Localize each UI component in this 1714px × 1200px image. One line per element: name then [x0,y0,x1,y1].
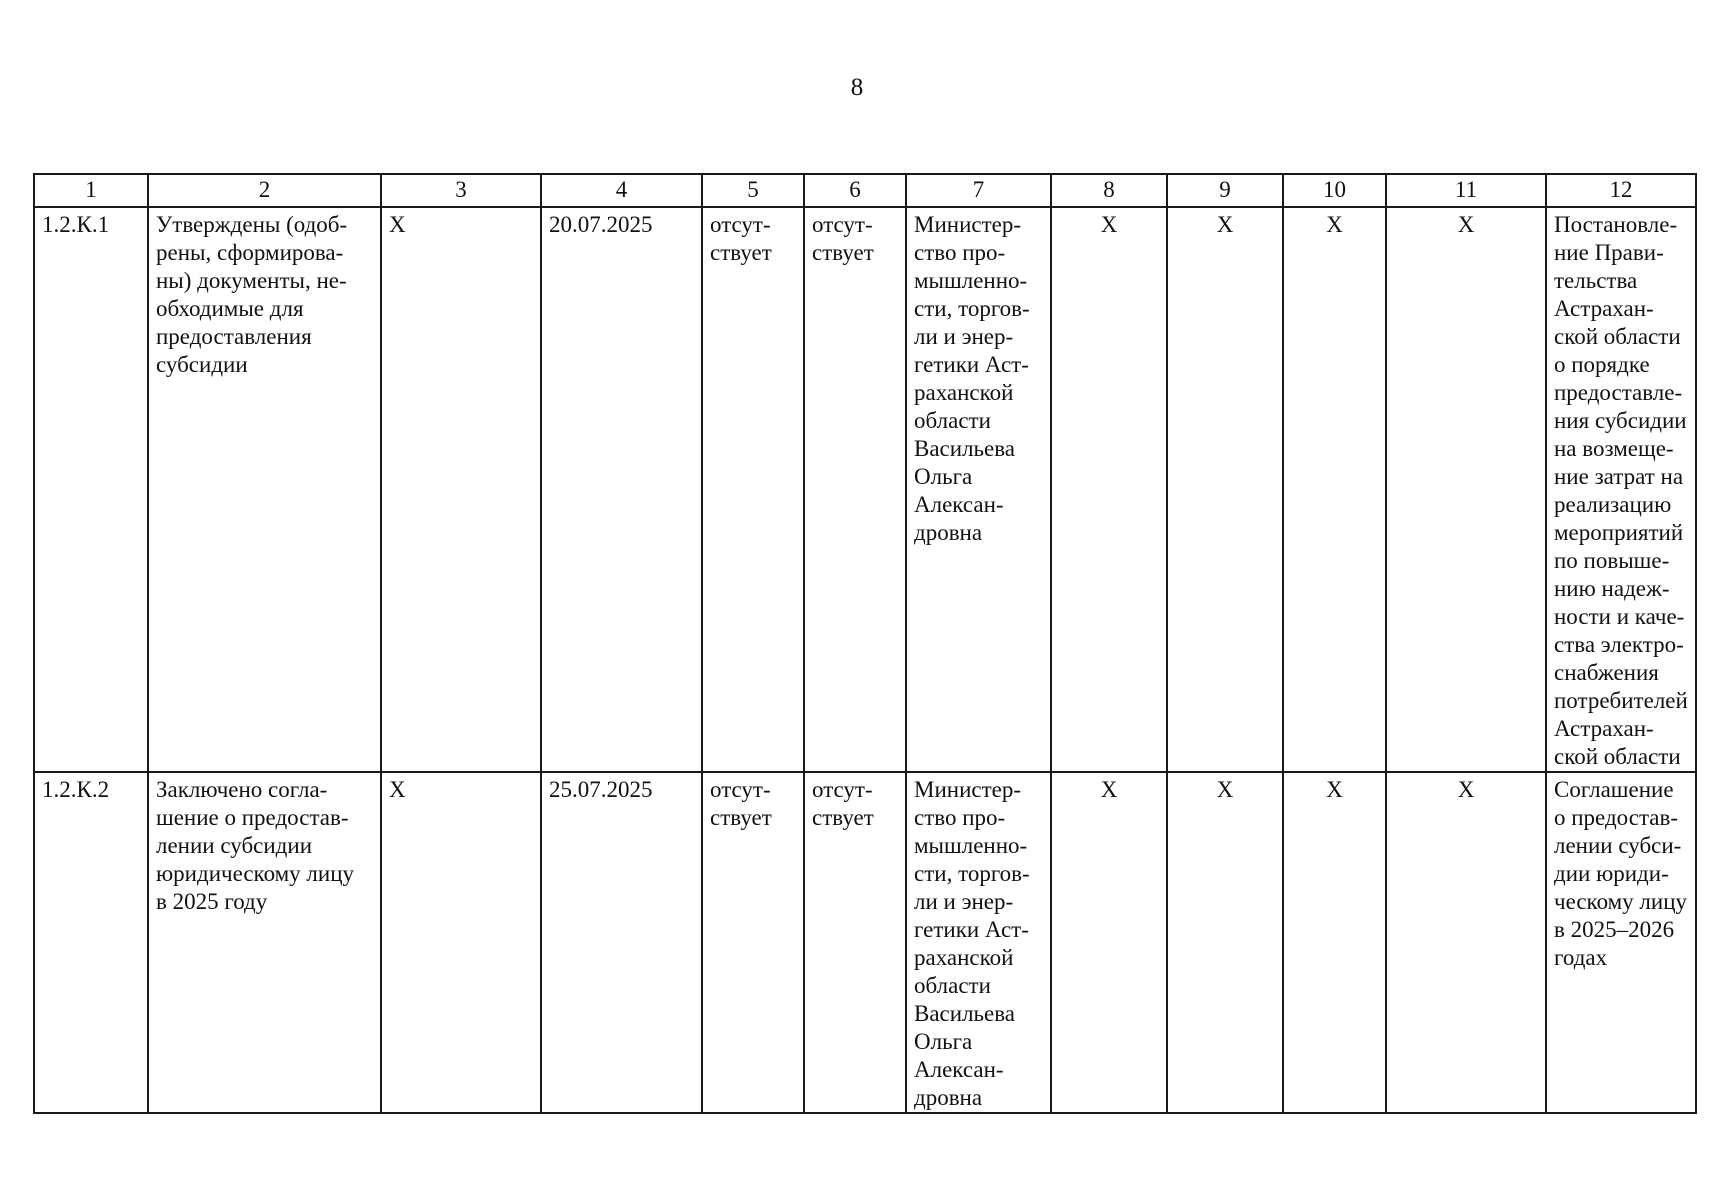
cell-text-line: предоставления [156,324,312,349]
cell-text-line: гетики Аст- [914,352,1029,377]
col11-cell: Х [1386,207,1546,772]
cell-text-line: ской области [1554,324,1681,349]
responsible-cell [906,207,1051,772]
cell-text-line: отсут- [812,777,873,802]
header-cell: 6 [804,174,906,207]
cell-text-line: Астрахан- [1554,296,1654,321]
col11-cell: Х [1386,772,1546,1113]
header-cell: 9 [1167,174,1283,207]
cell-text-line: субсидии [156,352,248,377]
cell-text-line: в 2025–2026 [1554,917,1675,942]
header-cell: 10 [1283,174,1386,207]
col8-cell: Х [1051,772,1167,1113]
cell-text-line: ческому лицу [1554,889,1688,914]
header-cell: 7 [906,174,1051,207]
events-table [33,173,1697,1114]
cell-text-line: шение о предостав- [156,805,349,830]
cell-text-line: мышленно- [914,268,1028,293]
document-cell [1546,207,1696,772]
cell-text-line: ствует [812,240,874,265]
description-cell [148,772,381,1113]
cell-text-line: рены, сформирова- [156,240,344,265]
date-cell: 25.07.2025 [541,772,702,1113]
cell-text-line: тельства [1554,268,1638,293]
header-cell: 1 [34,174,148,207]
header-cell: 11 [1386,174,1546,207]
cell-text-line: гетики Аст- [914,917,1029,942]
cell-text-line: ствует [812,805,874,830]
cell-text-line: реализацию [1554,492,1672,517]
cell-text-line: ние затрат на [1554,464,1684,489]
cell-text-line: ние Прави- [1554,240,1664,265]
responsible-cell [906,772,1051,1113]
col9-cell: Х [1167,772,1283,1113]
cell-text-line: нию надеж- [1554,576,1670,601]
cell-text-line: юридическому лицу [156,861,355,886]
cell-text-line: потребителей [1554,688,1688,713]
header-cell: 4 [541,174,702,207]
cell-text-line: ния субсидии [1554,408,1687,433]
cell-text-line: Соглашение [1554,777,1674,802]
col10-cell: Х [1283,772,1386,1113]
cell-text-line: области [914,973,991,998]
cell-text-line: дровна [914,1085,983,1110]
cell-text-line: дии юриди- [1554,861,1669,886]
cell-text-line: области [914,408,991,433]
cell-text-line: лении субси- [1554,833,1682,858]
cell-text-line: мероприятий [1554,520,1684,545]
cell-text-line: ли и энер- [914,324,1014,349]
cell-text-line: раханской [914,945,1014,970]
header-cell: 5 [702,174,804,207]
cell-text-line: Постановле- [1554,212,1678,237]
cell-text-line: отсут- [812,212,873,237]
description-cell [148,207,381,772]
table-row [34,772,1696,1113]
cell-text-line: ство про- [914,805,1006,830]
cell-text-line: о предостав- [1554,805,1679,830]
cell-text-line: Васильева [914,1001,1016,1026]
header-cell: 12 [1546,174,1696,207]
cell-text-line: Васильева [914,436,1016,461]
date-cell: 20.07.2025 [541,207,702,772]
header-cell: 8 [1051,174,1167,207]
cell-text-line: годах [1554,945,1608,970]
code-cell: 1.2.К.2 [34,772,148,1113]
cell-text-line: в 2025 году [156,889,268,914]
header-cell: 3 [381,174,541,207]
col3-cell: Х [381,207,541,772]
table-row [34,207,1696,772]
cell-text-line: по повыше- [1554,548,1670,573]
col10-cell: Х [1283,207,1386,772]
cell-text-line: отсут- [710,777,771,802]
cell-text-line: ствует [710,805,772,830]
col3-cell: Х [381,772,541,1113]
cell-text-line: Министер- [914,212,1022,237]
cell-text-line: Алексан- [914,492,1004,517]
cell-text-line: ствует [710,240,772,265]
col9-cell: Х [1167,207,1283,772]
cell-text-line: дровна [914,520,983,545]
cell-text-line: Алексан- [914,1057,1004,1082]
cell-text-line: ны) документы, не- [156,268,347,293]
header-cell: 2 [148,174,381,207]
cell-text-line: Ольга [914,1029,973,1054]
cell-text-line: предоставле- [1554,380,1683,405]
cell-text-line: Министер- [914,777,1022,802]
col5-cell [702,772,804,1113]
cell-text-line: ство про- [914,240,1006,265]
cell-text-line: обходимые для [156,296,304,321]
cell-text-line: Астрахан- [1554,716,1654,741]
cell-text-line: ли и энер- [914,889,1014,914]
page-number: 8 [850,74,864,101]
cell-text-line: о порядке [1554,352,1650,377]
cell-text-line: ства электро- [1554,632,1684,657]
cell-text-line: ности и каче- [1554,604,1685,629]
col6-cell [804,207,906,772]
header-row [34,174,1696,207]
cell-text-line: отсут- [710,212,771,237]
cell-text-line: Заключено согла- [156,777,328,802]
cell-text-line: ской области [1554,744,1681,769]
cell-text-line: на возмеще- [1554,436,1674,461]
cell-text-line: Утверждены (одоб- [156,212,348,237]
cell-text-line: лении субсидии [156,833,313,858]
cell-text-line: сти, торгов- [914,296,1030,321]
col8-cell: Х [1051,207,1167,772]
cell-text-line: сти, торгов- [914,861,1030,886]
code-cell: 1.2.К.1 [34,207,148,772]
document-cell [1546,772,1696,1113]
col5-cell [702,207,804,772]
cell-text-line: раханской [914,380,1014,405]
cell-text-line: снабжения [1554,660,1659,685]
cell-text-line: мышленно- [914,833,1028,858]
col6-cell [804,772,906,1113]
cell-text-line: Ольга [914,464,973,489]
